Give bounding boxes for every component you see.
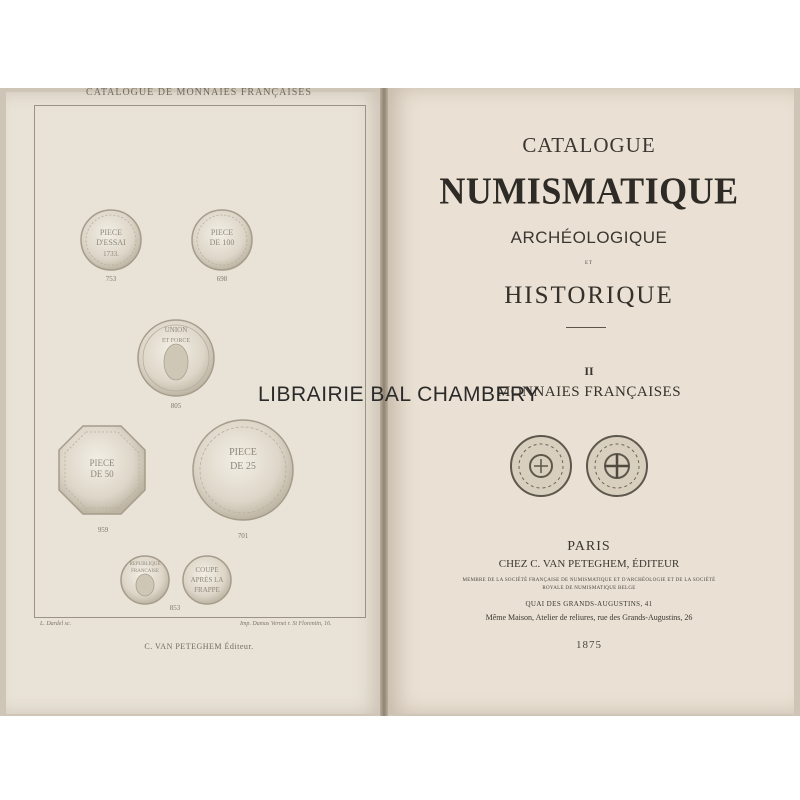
coin-coupe-line3: FRAPPE <box>194 586 220 594</box>
title-numismatique: NUMISMATIQUE <box>439 170 739 212</box>
coin-701-line2: DE 25 <box>230 461 256 472</box>
title-catalogue: CATALOGUE <box>522 133 656 157</box>
engraver-credit: L. Dardel sc. <box>40 621 72 627</box>
imprint-publisher: CHEZ C. VAN PETEGHEM, ÉDITEUR <box>498 558 680 570</box>
subtitle-et: ET <box>584 261 594 266</box>
plate-publisher: C. VAN PETEGHEM Éditeur. <box>144 642 254 651</box>
coin-753-line2: D'ESSAI <box>96 238 126 247</box>
vignette-coin-right <box>587 436 647 496</box>
imprint-year: 1875 <box>576 639 602 651</box>
subtitle-historique: HISTORIQUE <box>504 282 674 309</box>
coin-698-line2: DE 100 <box>209 238 235 247</box>
imprint-city: PARIS <box>567 539 611 554</box>
coin-753-number: 753 <box>105 275 117 283</box>
coin-701-line1: PIECE <box>229 447 257 458</box>
vignette-coin-left <box>511 436 571 496</box>
section-title: MONNAIES FRANÇAISES <box>496 384 682 400</box>
coin-coupe-line2: APRÈS LA <box>190 576 224 584</box>
coin-959-line2: DE 50 <box>90 469 114 479</box>
bookseller-watermark: LIBRAIRIE BAL CHAMBERY <box>258 383 540 406</box>
imprint-address: QUAI DES GRANDS-AUGUSTINS, 41 <box>525 600 653 608</box>
coin-805-number: 805 <box>170 402 182 410</box>
coin-959-line1: PIECE <box>89 458 115 468</box>
coin-753-line3: 1733. <box>103 250 119 258</box>
coin-coupe-line1: COUPE <box>195 566 219 574</box>
coin-805-line1: UNION <box>164 326 188 334</box>
plate-header: CATALOGUE DE MONNAIES FRANÇAISES <box>86 87 312 98</box>
coin-701-number: 701 <box>237 532 249 540</box>
imprint-membership-2: ROYALE DE NUMISMATIQUE BELGE <box>542 586 636 591</box>
subtitle-archeologique: ARCHÉOLOGIQUE <box>510 228 668 247</box>
coin-853-line2: FRANCAISE <box>131 569 159 574</box>
volume-number: II <box>584 364 594 378</box>
coin-753-line1: PIECE <box>99 228 123 237</box>
imprint-bindery: Même Maison, Atelier de reliures, rue des Grands-Augustins, 26 <box>485 613 693 622</box>
coin-698-number: 698 <box>216 275 228 283</box>
coin-959-number: 959 <box>97 526 109 534</box>
coin-853-number: 853 <box>169 604 181 612</box>
printer-credit: Imp. Dumas Vernet r. St Florentin, 16. <box>240 621 332 627</box>
coin-698-line1: PIECE <box>210 228 234 237</box>
imprint-membership-1: MEMBRE DE LA SOCIÉTÉ FRANÇAISE DE NUMISMATIQUE ET D'ARCHÉOLOGIE ET DE LA SOCIÉTÉ <box>462 578 716 583</box>
coin-805-line2: ET FORCE <box>161 338 191 344</box>
coin-853-line1: REPUBLIQUE <box>129 562 161 567</box>
